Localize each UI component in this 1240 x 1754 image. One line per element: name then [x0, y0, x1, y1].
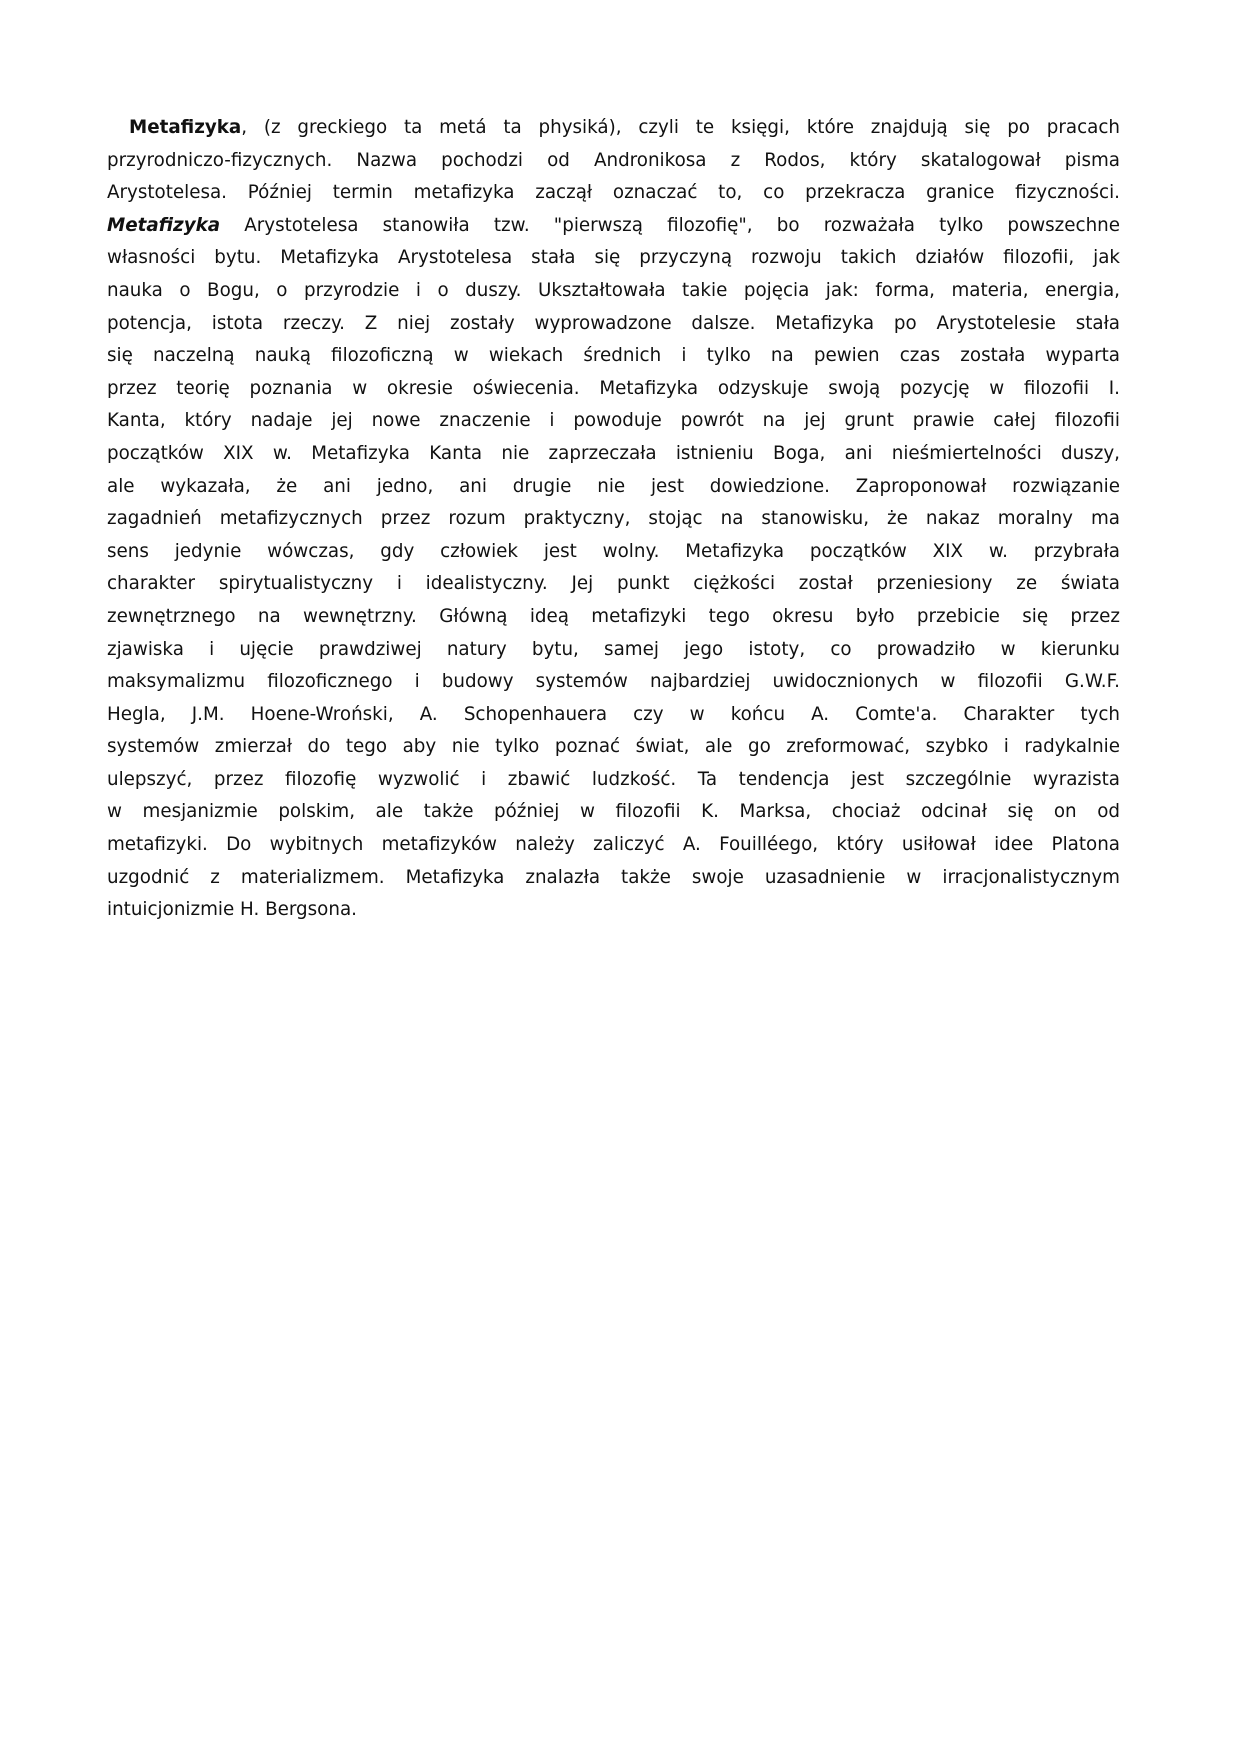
- text-line: metafizyki. Do wybitnych metafizyków należy zaliczyć A. Fouilléego, który usiłował idee Platona: [107, 834, 1120, 856]
- text-line: ale wykazała, że ani jedno, ani drugie nie jest dowiedzione. Zaproponował rozwiązanie: [107, 475, 1120, 497]
- text-line: początków XIX w. Metafizyka Kanta nie zaprzeczała istnieniu Boga, ani nieśmiertelności duszy,: [107, 442, 1120, 464]
- body-paragraph: [107, 112, 1120, 927]
- text-line: w mesjanizmie polskim, ale także później w filozofii K. Marksa, chociaż odcinał się on od: [107, 801, 1120, 823]
- text-line: [107, 210, 1120, 243]
- text-line: przez teorię poznania w okresie oświecenia. Metafizyka odzyskuje swoją pozycję w filozofii I.: [107, 377, 1120, 399]
- text-line: [107, 112, 1120, 145]
- text-line: systemów zmierzał do tego aby nie tylko poznać świat, ale go zreformować, szybko i radykalnie: [107, 736, 1120, 758]
- text-line: zjawiska i ujęcie prawdziwej natury bytu, samej jego istoty, co prowadziło w kierunku: [107, 638, 1120, 660]
- text-line: uzgodnić z materializmem. Metafizyka znalazła także swoje uzasadnienie w irracjonalistycznym: [107, 866, 1120, 888]
- text-line: przyrodniczo-fizycznych. Nazwa pochodzi od Andronikosa z Rodos, który skatalogował pisma: [107, 149, 1120, 171]
- text-line: maksymalizmu filozoficznego i budowy systemów najbardziej uwidocznionych w filozofii G.W.F.: [107, 671, 1120, 693]
- text-line: zewnętrznego na wewnętrzny. Główną ideą metafizyki tego okresu było przebicie się przez: [107, 605, 1120, 627]
- text-line: Kanta, który nadaje jej nowe znaczenie i powoduje powrót na jej grunt prawie całej filozofii: [107, 410, 1120, 432]
- text-line-last: intuicjonizmie H. Bergsona.: [107, 899, 357, 921]
- line-text: , (z greckiego ta metá ta physiká), czyli te księgi, które znajdują się po pracach: [241, 117, 1120, 138]
- text-line: potencja, istota rzeczy. Z niej zostały wyprowadzone dalsze. Metafizyka po Arystotelesie stała: [107, 312, 1120, 334]
- text-line: nauka o Bogu, o przyrodzie i o duszy. Ukształtowała takie pojęcia jak: forma, materia, energia,: [107, 279, 1120, 301]
- text-line: Hegla, J.M. Hoene-Wroński, A. Schopenhauera czy w końcu A. Comte'a. Charakter tych: [107, 703, 1120, 725]
- text-line: się naczelną nauką filozoficzną w wiekach średnich i tylko na pewien czas została wyparta: [107, 345, 1120, 367]
- text-line: charakter spirytualistyczny i idealistyczny. Jej punkt ciężkości został przeniesiony ze świata: [107, 573, 1120, 595]
- text-line: sens jedynie wówczas, gdy człowiek jest wolny. Metafizyka początków XIX w. przybrała: [107, 540, 1120, 562]
- document-page: [107, 112, 1120, 927]
- text-line: własności bytu. Metafizyka Arystotelesa stała się przyczyną rozwoju takich działów filozofii, jak: [107, 247, 1120, 269]
- text-line: Arystotelesa. Później termin metafizyka zaczął oznaczać to, co przekracza granice fizyczności.: [107, 182, 1120, 204]
- text-line: ulepszyć, przez filozofię wyzwolić i zbawić ludzkość. Ta tendencja jest szczególnie wyrazista: [107, 768, 1120, 790]
- line-text: Arystotelesa stanowiła tzw. "pierwszą filozofię", bo rozważała tylko powszechne: [220, 214, 1120, 236]
- term-bold: Metafizyka: [129, 117, 242, 138]
- term-bold-italic: Metafizyka: [107, 214, 221, 236]
- text-line: zagadnień metafizycznych przez rozum praktyczny, stojąc na stanowisku, że nakaz moralny ma: [107, 508, 1120, 530]
